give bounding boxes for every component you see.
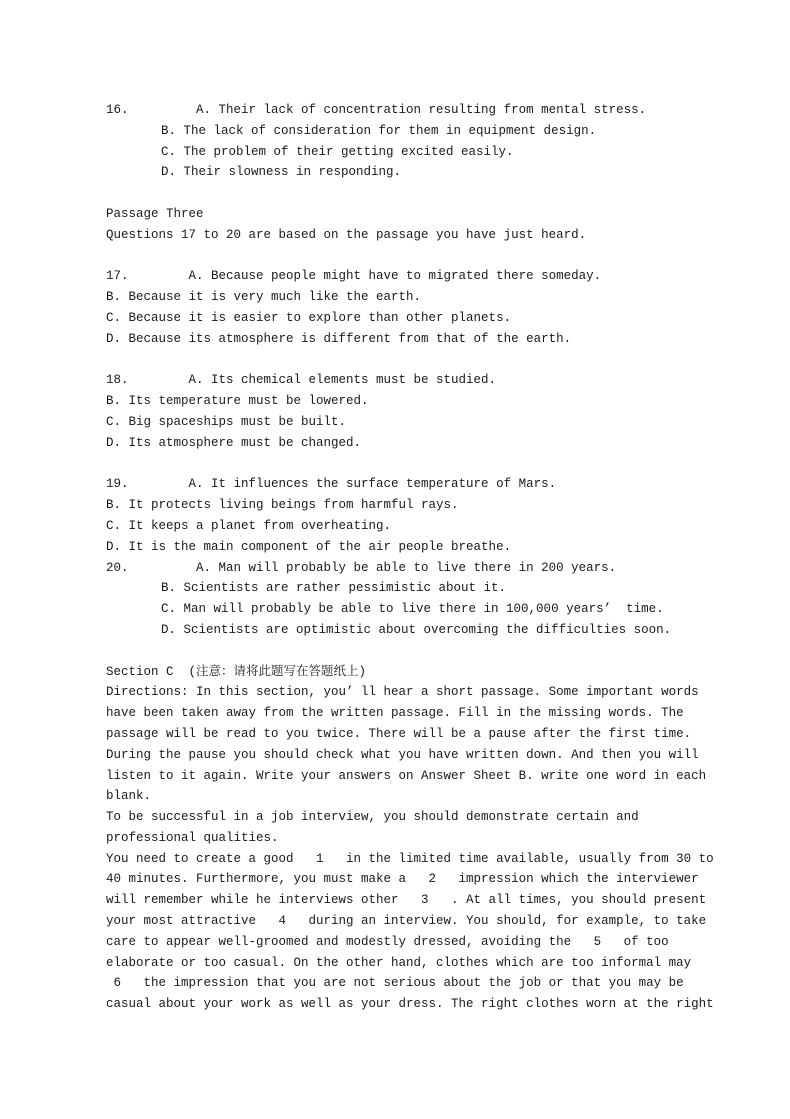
passage-three-title: Passage Three (106, 206, 204, 221)
directions-line: Directions: In this section, you’ ll hear a short passage. Some important words (106, 685, 699, 700)
q17-option-a: 17. A. Because people might have to migrated there someday. (106, 269, 602, 284)
q16-option-b: B. The lack of consideration for them in equipment design. (161, 123, 597, 138)
q16-option-a: 16. A. Their lack of concentration resulting from mental stress. (106, 103, 647, 117)
passage-three-intro: Questions 17 to 20 are based on the passage you have just heard. (106, 227, 587, 242)
directions-line: listen to it again. Write your answers on Answer Sheet B. write one word in each (106, 768, 707, 783)
directions-line: passage will be read to you twice. There will be a pause after the first time. (106, 726, 692, 741)
passage-line: You need to create a good 1 in the limited time available, usually from 30 to (106, 851, 714, 866)
passage-line: your most attractive 4 during an interview. You should, for example, to take (106, 914, 707, 929)
q19-option-b: B. It protects living beings from harmful rays. (106, 498, 459, 513)
q20-option-a: 20. A. Man will probably be able to live there in 200 years. (106, 560, 617, 575)
passage-line: 40 minutes. Furthermore, you must make a 2 impression which the interviewer (106, 872, 699, 887)
passage-line: will remember while he interviews other 3 . At all times, you should present (106, 893, 707, 908)
q16-option-d: D. Their slowness in responding. (161, 165, 402, 180)
passage-line: professional qualities. (106, 830, 279, 845)
q19-option-a: 19. A. It influences the surface temperature of Mars. (106, 477, 557, 492)
q20-option-d: D. Scientists are optimistic about overcoming the difficulties soon. (161, 622, 672, 637)
q19-option-d: D. It is the main component of the air people breathe. (106, 539, 512, 554)
q20-option-b: B. Scientists are rather pessimistic about it. (161, 581, 507, 596)
passage-line: To be successful in a job interview, you should demonstrate certain and (106, 810, 639, 825)
q18-option-c: C. Big spaceships must be built. (106, 414, 347, 429)
q20-option-c: C. Man will probably be able to live there in 100,000 years’ time. (161, 602, 664, 617)
q19-option-c: C. It keeps a planet from overheating. (106, 518, 392, 533)
directions-block (106, 682, 707, 807)
q17-option-d: D. Because its atmosphere is different from that of the earth. (106, 331, 572, 346)
q18-option-a: 18. A. Its chemical elements must be studied. (106, 373, 497, 388)
passage-block (106, 807, 714, 1015)
passage-line: elaborate or too casual. On the other hand, clothes which are too informal may (106, 955, 692, 970)
directions-line: blank. (106, 789, 152, 804)
passage-line: 6 the impression that you are not serious about the job or that you may be (106, 976, 684, 991)
q16-option-c: C. The problem of their getting excited easily. (161, 144, 514, 159)
section-c-heading: Section C (注意：请将此题写在答题纸上) (106, 664, 367, 679)
directions-line: During the pause you should check what you have written down. And then you will (106, 747, 699, 762)
document-page (106, 100, 714, 1015)
q17-option-b: B. Because it is very much like the earth. (106, 290, 422, 305)
passage-line: casual about your work as well as your dress. The right clothes worn at the right (106, 997, 714, 1012)
passage-line: care to appear well-groomed and modestly dressed, avoiding the 5 of too (106, 934, 669, 949)
q18-option-b: B. Its temperature must be lowered. (106, 394, 369, 409)
q17-option-c: C. Because it is easier to explore than other planets. (106, 310, 512, 325)
directions-line: have been taken away from the written passage. Fill in the missing words. The (106, 706, 684, 721)
q18-option-d: D. Its atmosphere must be changed. (106, 435, 362, 450)
